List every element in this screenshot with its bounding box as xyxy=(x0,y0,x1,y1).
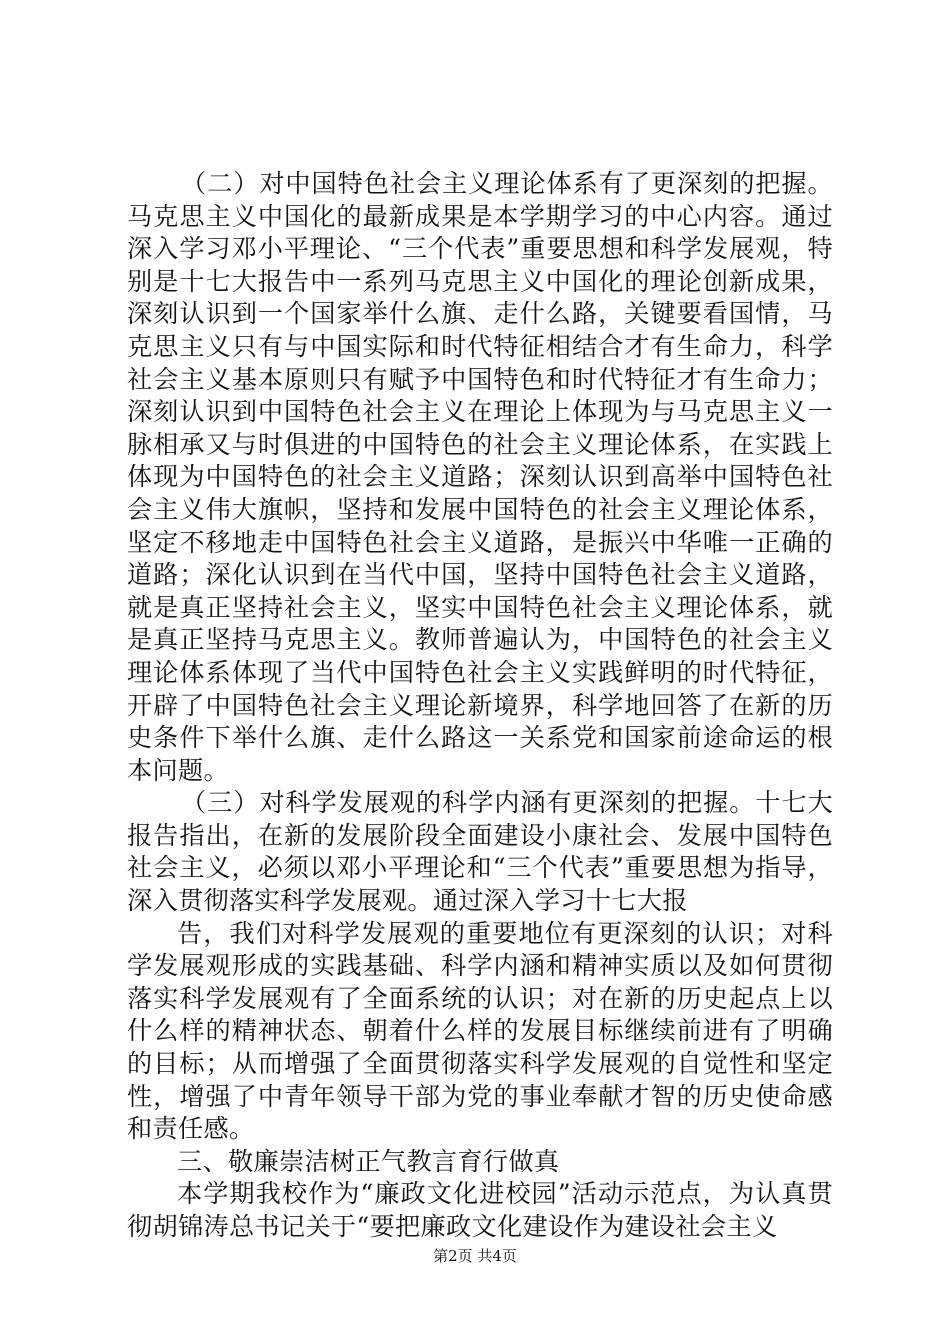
document-body xyxy=(127,168,833,1244)
paragraph-scientific-development: （三）对科学发展观的科学内涵有更深刻的把握。十七大报告指出，在新的发展阶段全面建设小康社会、发展中国特色社会主义，必须以邓小平理论和“三个代表”重要思想为指导，深入贯彻落实科学发展观。通过深入学习十七大报 xyxy=(127,788,833,916)
page-number: 第2页 共4页 xyxy=(433,1247,517,1265)
paragraph-understanding: 告，我们对科学发展观的重要地位有更深刻的认识；对科学发展观形成的实践基础、科学内涵和精神实质以及如何贯彻落实科学发展观有了全面系统的认识；对在新的历史起点上以什么样的精神状态、朝着什么样的发展目标继续前进有了明确的目标；从而增强了全面贯彻落实科学发展观的自觉性和坚定性，增强了中青年领导干部为党的事业奉献才智的历史使命感和责任感。 xyxy=(127,918,833,1144)
paragraph-theory-system: （二）对中国特色社会主义理论体系有了更深刻的把握。马克思主义中国化的最新成果是本学期学习的中心内容。通过深入学习邓小平理论、“三个代表”重要思想和科学发展观，特别是十七大报告中一系列马克思主义中国化的理论创新成果，深刻认识到一个国家举什么旗、走什么路，关键要看国情，马克思主义只有与中国实际和时代特征相结合才有生命力，科学社会主义基本原则只有赋予中国特色和时代特征才有生命力；深刻认识到中国特色社会主义在理论上体现为与马克思主义一脉相承又与时俱进的中国特色的社会主义理论体系，在实践上体现为中国特色的社会主义道路；深刻认识到高举中国特色社会主义伟大旗帜，坚持和发展中国特色的社会主义理论体系，坚定不移地走中国特色社会主义道路，是振兴中华唯一正确的道路；深化认识到在当代中国，坚持中国特色社会主义道路，就是真正坚持社会主义，坚实中国特色社会主义理论体系，就是真正坚持马克思主义。教师普遍认为，中国特色的社会主义理论体系体现了当代中国特色社会主义实践鲜明的时代特征，开辟了中国特色社会主义理论新境界，科学地回答了在新的历史条件下举什么旗、走什么路这一关系党和国家前途命运的根本问题。 xyxy=(127,169,833,785)
section-heading-integrity: 三、敬廉崇洁树正气教言育行做真 xyxy=(177,1146,560,1176)
paragraph-integrity-campus: 本学期我校作为“廉政文化进校园”活动示范点，为认真贯彻胡锦涛总书记关于“要把廉政文化建设作为建设社会主义 xyxy=(127,1179,833,1241)
page-footer xyxy=(0,1246,950,1266)
